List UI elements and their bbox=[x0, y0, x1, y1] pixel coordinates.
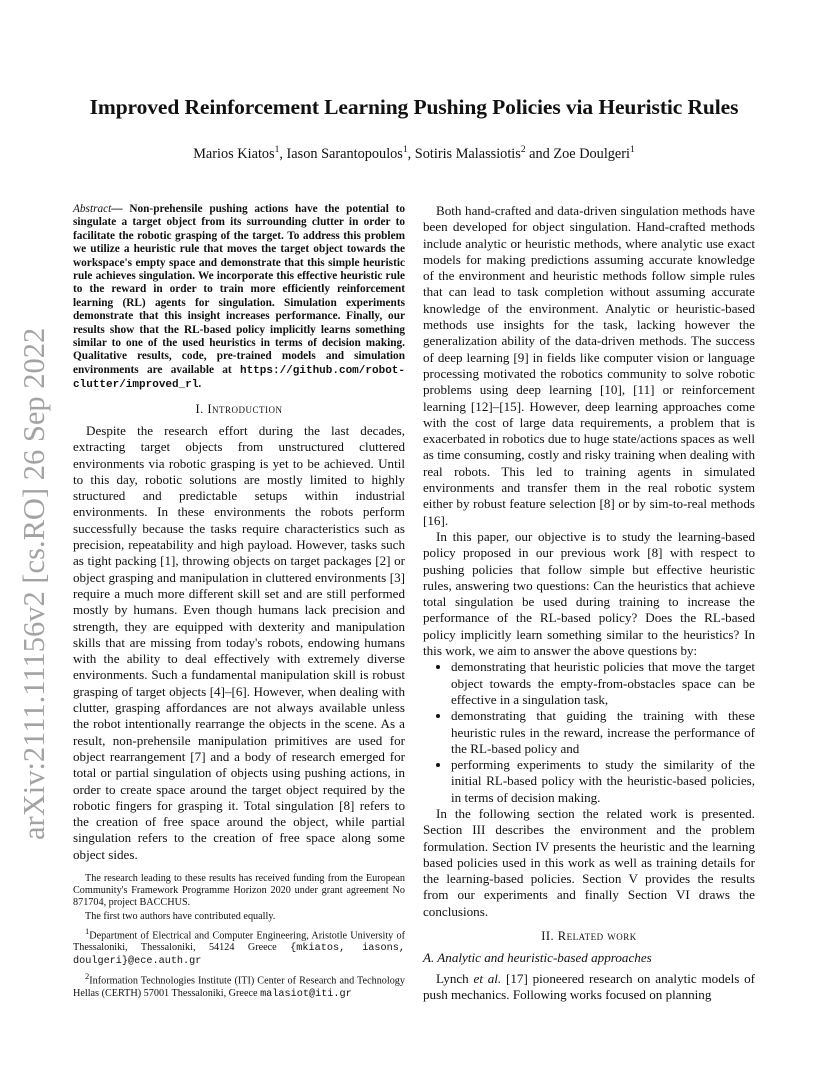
section-heading-introduction: I. Introduction bbox=[195, 401, 283, 416]
code-repository-link[interactable]: https://github.com/robot-clutter/improved_rl bbox=[73, 364, 405, 392]
related-work-paragraph bbox=[423, 971, 755, 1004]
author-affiliation-mark: 1 bbox=[630, 145, 635, 155]
left-column bbox=[73, 203, 405, 1003]
affiliation-email: {mkiatos, iasons, doulgeri}@ece.auth.gr bbox=[73, 943, 405, 968]
abstract-body: Non-prehensile pushing actions have the potential to singulate a target object from its surrounding clutter in order to facilitate the robotic grasping of the target. To address this problem we utilize a heuristic rule that moves the target object towards the workspace's empty space and demonstrate that this simple heuristic rule achieves singulation. We incorporate this effective heuristic rule to the reward in order to train more efficiently reinforcement learning (RL) agents for singulation. Simulation experiments demonstrate that this insight increases performance. Finally, our results show that the RL-based policy implicitly learns something similar to one of the used heuristics in terms of decision making. Qualitative results, code, pre-trained models and simulation environments are available at bbox=[73, 203, 405, 376]
related-text: Lynch bbox=[436, 970, 474, 986]
footnotes bbox=[73, 873, 405, 1001]
contributions-list bbox=[423, 659, 755, 806]
affiliation-mark: 1 bbox=[85, 926, 90, 936]
author-affiliation-mark: 1 bbox=[402, 145, 408, 155]
objective-paragraph: In this paper, our objective is to study the learning-based policy proposed in our previous work [8] with respect to pushing policies that follow simple but effective heuristic rules, answering two questions: Can the heuristics that achieve total singulation be used during training to increase the performance of the RL-based policy? Does the RL-based policy implicitly learn something similar to the heuristics? In this work, we aim to answer the above questions by: bbox=[423, 528, 755, 659]
author-separator: and bbox=[525, 145, 554, 162]
contribution-item: • demonstrating that guiding the training with these heuristic rules in the reward, increase the performance of the RL-based policy and bbox=[451, 708, 755, 757]
author-separator: , bbox=[279, 145, 287, 162]
singulation-methods-paragraph: Both hand-crafted and data-driven singulation methods have been developed for object singulation. Hand-crafted methods include analytic or heuristic methods, where analytic use exact models for making predictions assuming accurate knowledge of the environment and heuristic methods follow simple rules that can lead to task completion without assuming accurate knowledge of the environment. Analytic or heuristic-based methods use insights for the task, lacking however the generalization ability of the data-driven methods. The success of deep learning [9] in fields like computer vision or language processing motivated the robotics community to solve robotic problems using deep learning [10], [11] or reinforcement learning [12]–[15]. However, deep learning approaches come with the cost of large data requirements, a problem that is exacerbated in robotics due to huge state/actions spaces as well as time consuming, costly and risky training when dealing with real robots. This led to training agents in simulated environments and transfer them in the real robotic system either by robust feature selection [8] or by sim-to-real methods [16]. bbox=[423, 203, 755, 528]
affiliation-text: Department of Electrical and Computer Engineering, Aristotle University of Thessaloniki, Thessaloniki, 54124 Greece bbox=[73, 930, 405, 954]
arxiv-id-text: arXiv:2111.11156v2 [cs.RO] 26 Sep 2022 bbox=[17, 327, 51, 840]
author-name: Iason Sarantopoulos bbox=[286, 145, 403, 162]
section-heading-related-work: II. Related work bbox=[541, 929, 637, 944]
affiliation-footnote-1 bbox=[73, 925, 405, 968]
author-affiliation-mark: 1 bbox=[274, 145, 280, 155]
author-name: Sotiris Malassiotis bbox=[414, 145, 521, 162]
abstract: Abstract— Non-prehensile pushing actions have the potential to singulate a target object from its surrounding clutter in order to facilitate the robotic grasping of the target. To address this problem we utilize a heuristic rule that moves the target object towards the workspace's empty space and demonstrate that this simple heuristic rule achieves singulation. We incorporate this effective heuristic rule to the reward in order to train more efficiently reinforcement learning (RL) agents for singulation. Simulation experiments demonstrate that this insight increases performance. Finally, our results show that the RL-based policy implicitly learns something similar to one of the used heuristics in terms of decision making. Qualitative results, code, pre-trained models and simulation environments are available at https://github.com/robot-clutter/improved_rl. bbox=[73, 203, 405, 392]
equal-contribution-footnote: The first two authors have contributed equally. bbox=[85, 911, 276, 922]
affiliation-mark: 2 bbox=[85, 971, 90, 982]
contribution-item: • demonstrating that heuristic policies that move the target object towards the empty-from-obstacles space can be effective in a singulation task, bbox=[451, 659, 755, 708]
author-name: Zoe Doulgeri bbox=[553, 145, 631, 162]
abstract-end: . bbox=[198, 378, 202, 391]
related-text-emphasis: et al. bbox=[473, 970, 502, 986]
related-text: [17] pioneered research on analytic models of push mechanics. Following works focused on planning bbox=[423, 970, 755, 1002]
funding-footnote: The research leading to these results has received funding from the European Community's Framework Programme Horizon 2020 under grant agreement No 871704, project BACCHUS. bbox=[73, 873, 405, 908]
outline-paragraph: In the following section the related work is presented. Section III describes the environment and the problem formulation. Section IV presents the heuristic and the learning based policies used in this work as well as training details for the learning-based policies. Section V provides the results from our experiments and finally Section VI draws the conclusions. bbox=[423, 805, 755, 919]
affiliation-email: malasiot@iti.gr bbox=[260, 988, 352, 1000]
abstract-label: Abstract bbox=[73, 203, 112, 215]
right-column bbox=[423, 203, 755, 1003]
affiliation-footnote-2 bbox=[73, 970, 405, 1000]
arxiv-identifier-stamp bbox=[14, 256, 50, 840]
affiliation-text: Information Technologies Institute (ITI) Center of Research and Technology Hellas (CERTH) 57001 Thessaloniki, Greece bbox=[73, 975, 405, 999]
author-separator: , bbox=[407, 145, 415, 162]
paper-title: Improved Reinforcement Learning Pushing Policies via Heuristic Rules bbox=[89, 95, 739, 119]
author-list bbox=[0, 145, 828, 163]
author-name: Marios Kiatos bbox=[193, 145, 275, 162]
introduction-paragraph: Despite the research effort during the last decades, extracting target objects from unstructured cluttered environments via robotic grasping is yet to be achieved. Until to this day, robotic solutions are mostly limited to highly structured and predictable setups within industrial environments. In these environments the robots perform successfully because the tasks require characteristics such as precision, repeatability and high payload. However, tasks such as tight packing [1], throwing objects on target packages [2] or object grasping and manipulation in cluttered environments [3] require a much more different skill set and are still performed mostly by humans. Even though humans lack precision and strength, they are equipped with dexterity and manipulation skills that are missing from today's robots, endowing humans with the ability to deal effectively with extremely diverse environments. Such a fundamental manipulation skill is robust grasping of target objects [4]–[6]. However, when dealing with clutter, grasping affordances are not always available unless the robot intentionally rearrange the objects in the scene. As a result, non-prehensile manipulation primitives are used for object rearrangement [7] and a body of research emerged for total or partial singulation of objects using pushing actions, in order to create space around the target object required by the robotic fingers for grasping it. Total singulation [8] refers to the creation of free space around the object, while partial singulation refers to the creation of free space along some object sides. bbox=[73, 422, 405, 862]
author-affiliation-mark: 2 bbox=[520, 145, 526, 155]
contribution-item: • performing experiments to study the similarity of the initial RL-based policy with the heuristic-based policies, in terms of decision making. bbox=[451, 757, 755, 806]
subsection-heading: A. Analytic and heuristic-based approaches bbox=[423, 950, 652, 966]
